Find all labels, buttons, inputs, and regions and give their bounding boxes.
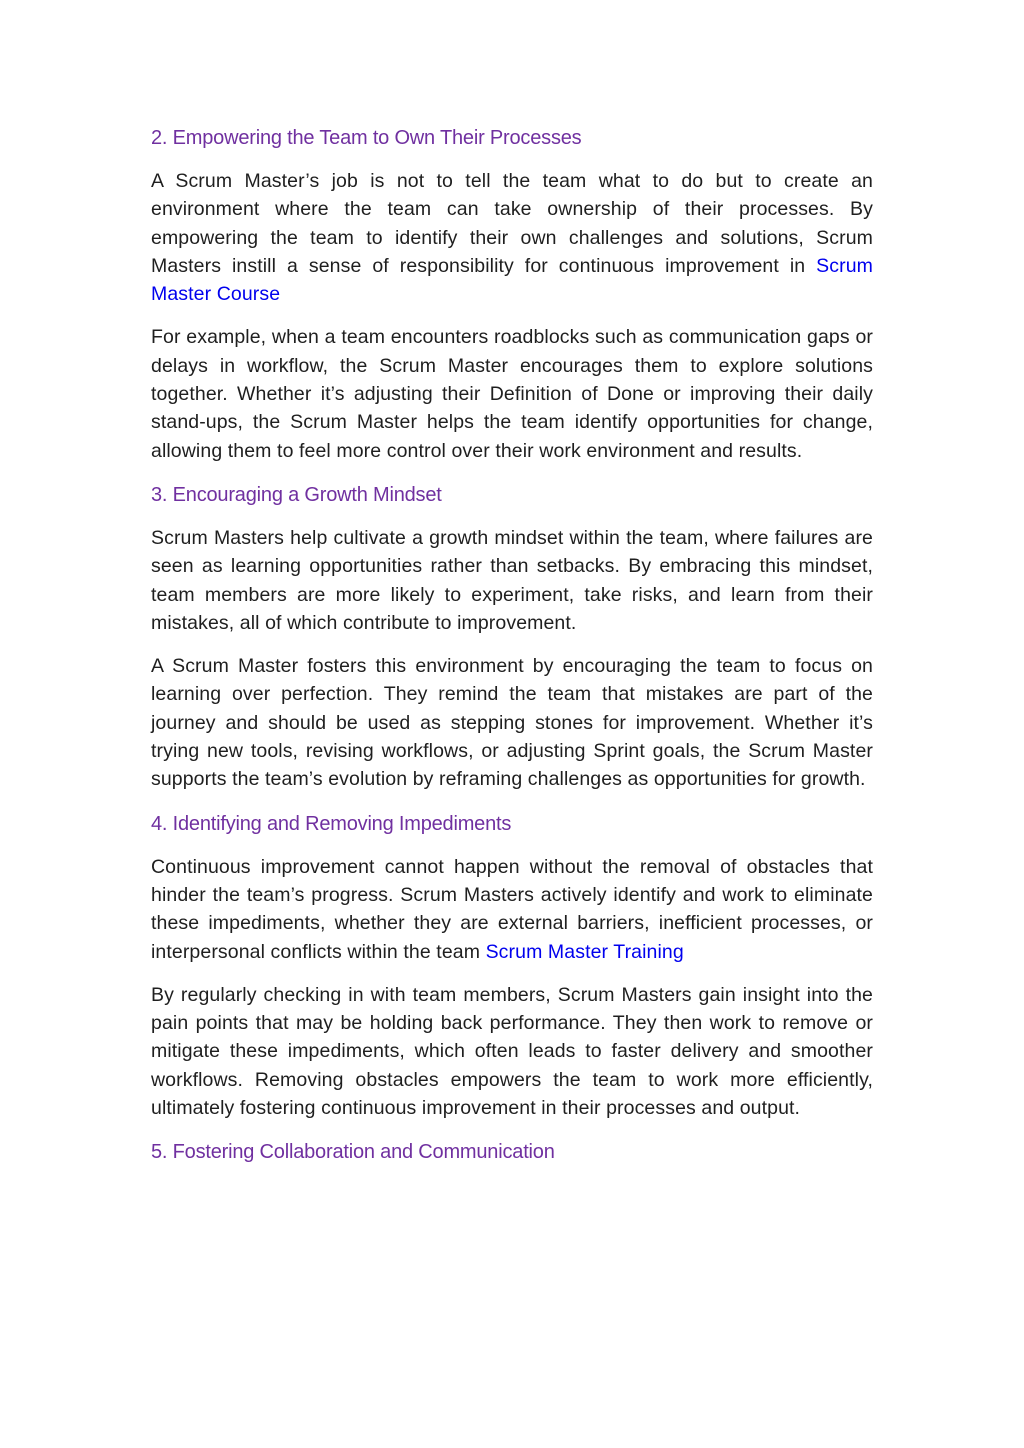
document-page <box>151 123 873 1181</box>
paragraph-text: Continuous improvement cannot happen without the removal of obstacles that hinder the team’s progress. Scrum Masters actively identify and work to eliminate these impediments, whether they are external barriers, inefficient processes, or interpersonal conflicts within the team <box>151 855 873 963</box>
paragraph <box>151 853 873 966</box>
section-heading: 3. Encouraging a Growth Mindset <box>151 483 442 506</box>
section-heading: 5. Fostering Collaboration and Communication <box>151 1141 555 1164</box>
scrum-master-training-link[interactable]: Scrum Master Training <box>485 940 684 963</box>
scrum-master-course-link[interactable]: Scrum Master Course <box>151 254 873 306</box>
section-heading: 4. Identifying and Removing Impediments <box>151 812 512 835</box>
paragraph: For example, when a team encounters roadblocks such as communication gaps or delays in workflow, the Scrum Master encourages them to explore solutions together. Whether it’s adjusting their Definition of Done or improving their daily stand-ups, the Scrum Master helps the team identify opportunities for change, allowing them to feel more control over their work environment and results. <box>151 326 873 462</box>
paragraph: A Scrum Master fosters this environment by encouraging the team to focus on learning over perfection. They remind the team that mistakes are part of the journey and should be used as stepping stones for improvement. Whether it’s trying new tools, revising workflows, or adjusting Sprint goals, the Scrum Master supports the team’s evolution by reframing challenges as opportunities for growth. <box>151 655 873 791</box>
paragraph <box>151 167 873 308</box>
paragraph: By regularly checking in with team members, Scrum Masters gain insight into the pain points that may be holding back performance. They then work to remove or mitigate these impediments, which often leads to faster delivery and smoother workflows. Removing obstacles empowers the team to work more efficiently, ultimately fostering continuous improvement in their processes and output. <box>151 983 873 1120</box>
paragraph: Scrum Masters help cultivate a growth mindset within the team, where failures are seen as learning opportunities rather than setbacks. By embracing this mindset, team members are more likely to experiment, take risks, and learn from their mistakes, all of which contribute to improvement. <box>151 526 873 634</box>
paragraph-text: A Scrum Master’s job is not to tell the team what to do but to create an environment where the team can take ownership of their processes. By empowering the team to identify their own challenges and solutions, Scrum Masters instill a sense of responsibility for continuous improvement in <box>151 170 873 277</box>
section-heading: 2. Empowering the Team to Own Their Processes <box>151 127 582 149</box>
